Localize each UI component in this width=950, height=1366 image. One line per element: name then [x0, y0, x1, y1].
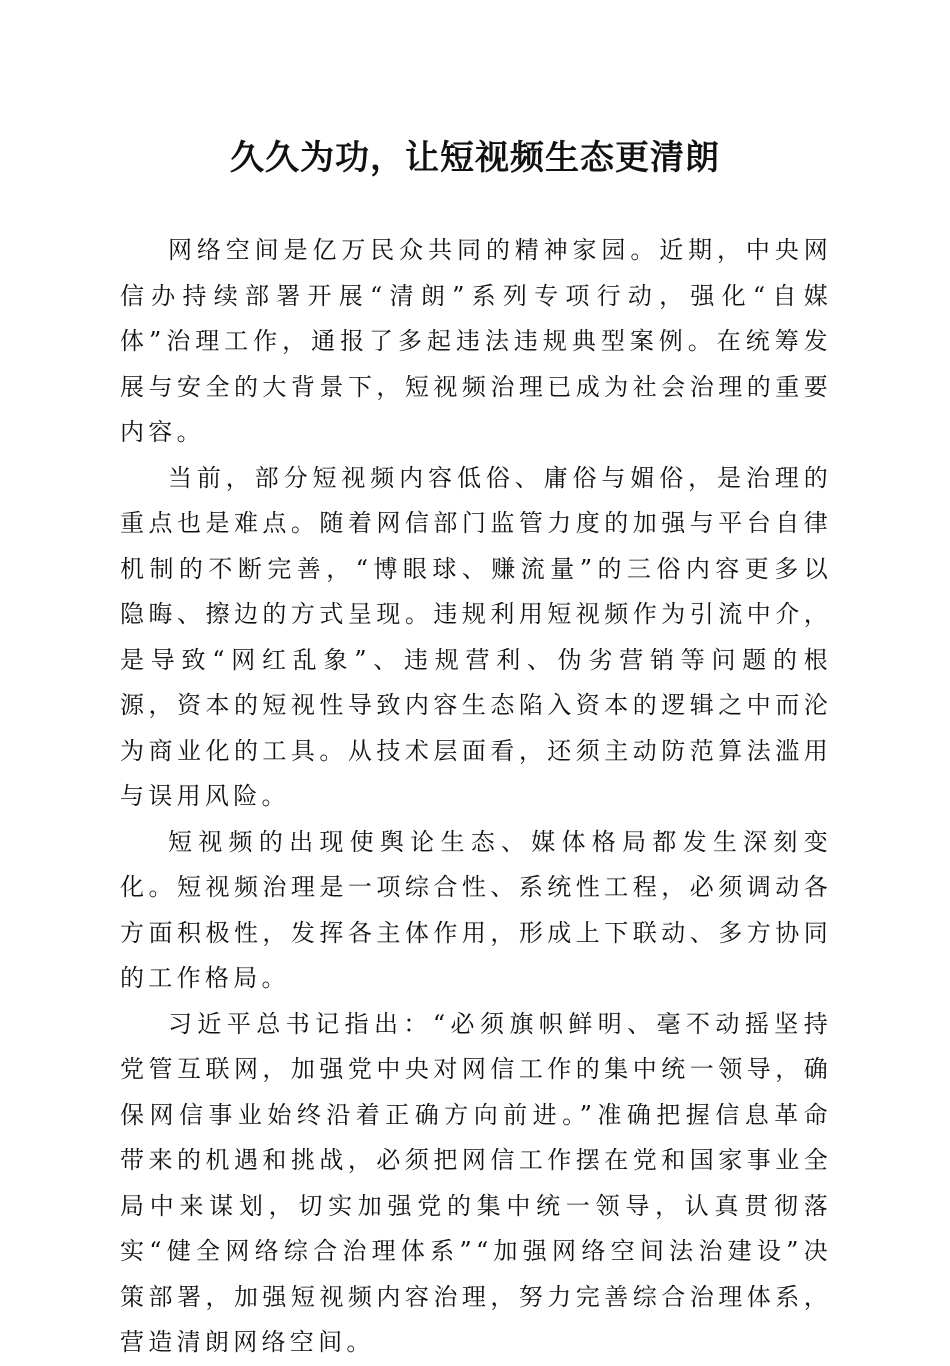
paragraph: 网络空间是亿万民众共同的精神家园。近期，中央网信办持续部署开展“清朗”系列专项行动，强化“自媒体”治理工作，通报了多起违法违规典型案例。在统筹发展与安全的大背景下，短视频治理已成为社会治理的重要内容。 [120, 236, 832, 446]
paragraph: 当前，部分短视频内容低俗、庸俗与媚俗，是治理的重点也是难点。随着网信部门监管力度的加强与平台自律机制的不断完善，“博眼球、赚流量”的三俗内容更多以隐晦、擦边的方式呈现。违规利用短视频作为引流中介，是导致“网红乱象”、违规营利、伪劣营销等问题的根源，资本的短视性导致内容生态陷入资本的逻辑之中而沦为商业化的工具。从技术层面看，还须主动防范算法滥用与误用风险。 [120, 463, 832, 810]
paragraph: 短视频的出现使舆论生态、媒体格局都发生深刻变化。短视频治理是一项综合性、系统性工程，必须调动各方面积极性，发挥各主体作用，形成上下联动、多方协同的工作格局。 [120, 827, 832, 992]
document-body [120, 228, 832, 1366]
document-title: 久久为功，让短视频生态更清朗 [230, 138, 720, 178]
paragraph: 习近平总书记指出：“必须旗帜鲜明、毫不动摇坚持党管互联网，加强党中央对网信工作的集中统一领导，确保网信事业始终沿着正确方向前进。”准确把握信息革命带来的机遇和挑战，必须把网信工作摆在党和国家事业全局中来谋划，切实加强党的集中统一领导，认真贯彻落实“健全网络综合治理体系”“加强网络空间法治建设”决策部署，加强短视频内容治理，努力完善综合治理体系，营造清朗网络空间。 [120, 1009, 832, 1356]
